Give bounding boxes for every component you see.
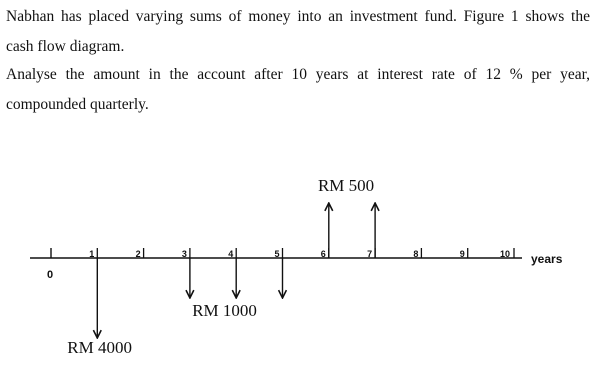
- period-label: 0: [47, 269, 54, 281]
- period-label: 8: [413, 249, 419, 259]
- question-line: compounded quarterly.: [6, 96, 149, 113]
- cash-flow-amount-label: RM 4000: [67, 338, 133, 357]
- question-line: cash flow diagram.: [6, 38, 125, 55]
- period-label: 6: [320, 249, 326, 259]
- question-line: Analyse the amount in the account after 10 years at interest rate of 12 % per year,: [6, 66, 590, 83]
- period-label: 5: [274, 249, 280, 259]
- period-label: 1: [89, 249, 95, 259]
- period-label: 7: [367, 249, 373, 259]
- period-label: 9: [459, 249, 465, 259]
- cash-flow-amount-label: RM 1000: [192, 301, 257, 320]
- axis-label-years: years: [531, 252, 563, 266]
- period-label: 4: [228, 249, 234, 259]
- period-label: 2: [135, 249, 141, 259]
- period-label: 3: [181, 249, 187, 259]
- cash-flow-amount-label: RM 500: [317, 176, 375, 195]
- period-label: 10: [500, 249, 511, 259]
- question-line: Nabhan has placed varying sums of money into an investment fund. Figure 1 shows the: [6, 8, 590, 25]
